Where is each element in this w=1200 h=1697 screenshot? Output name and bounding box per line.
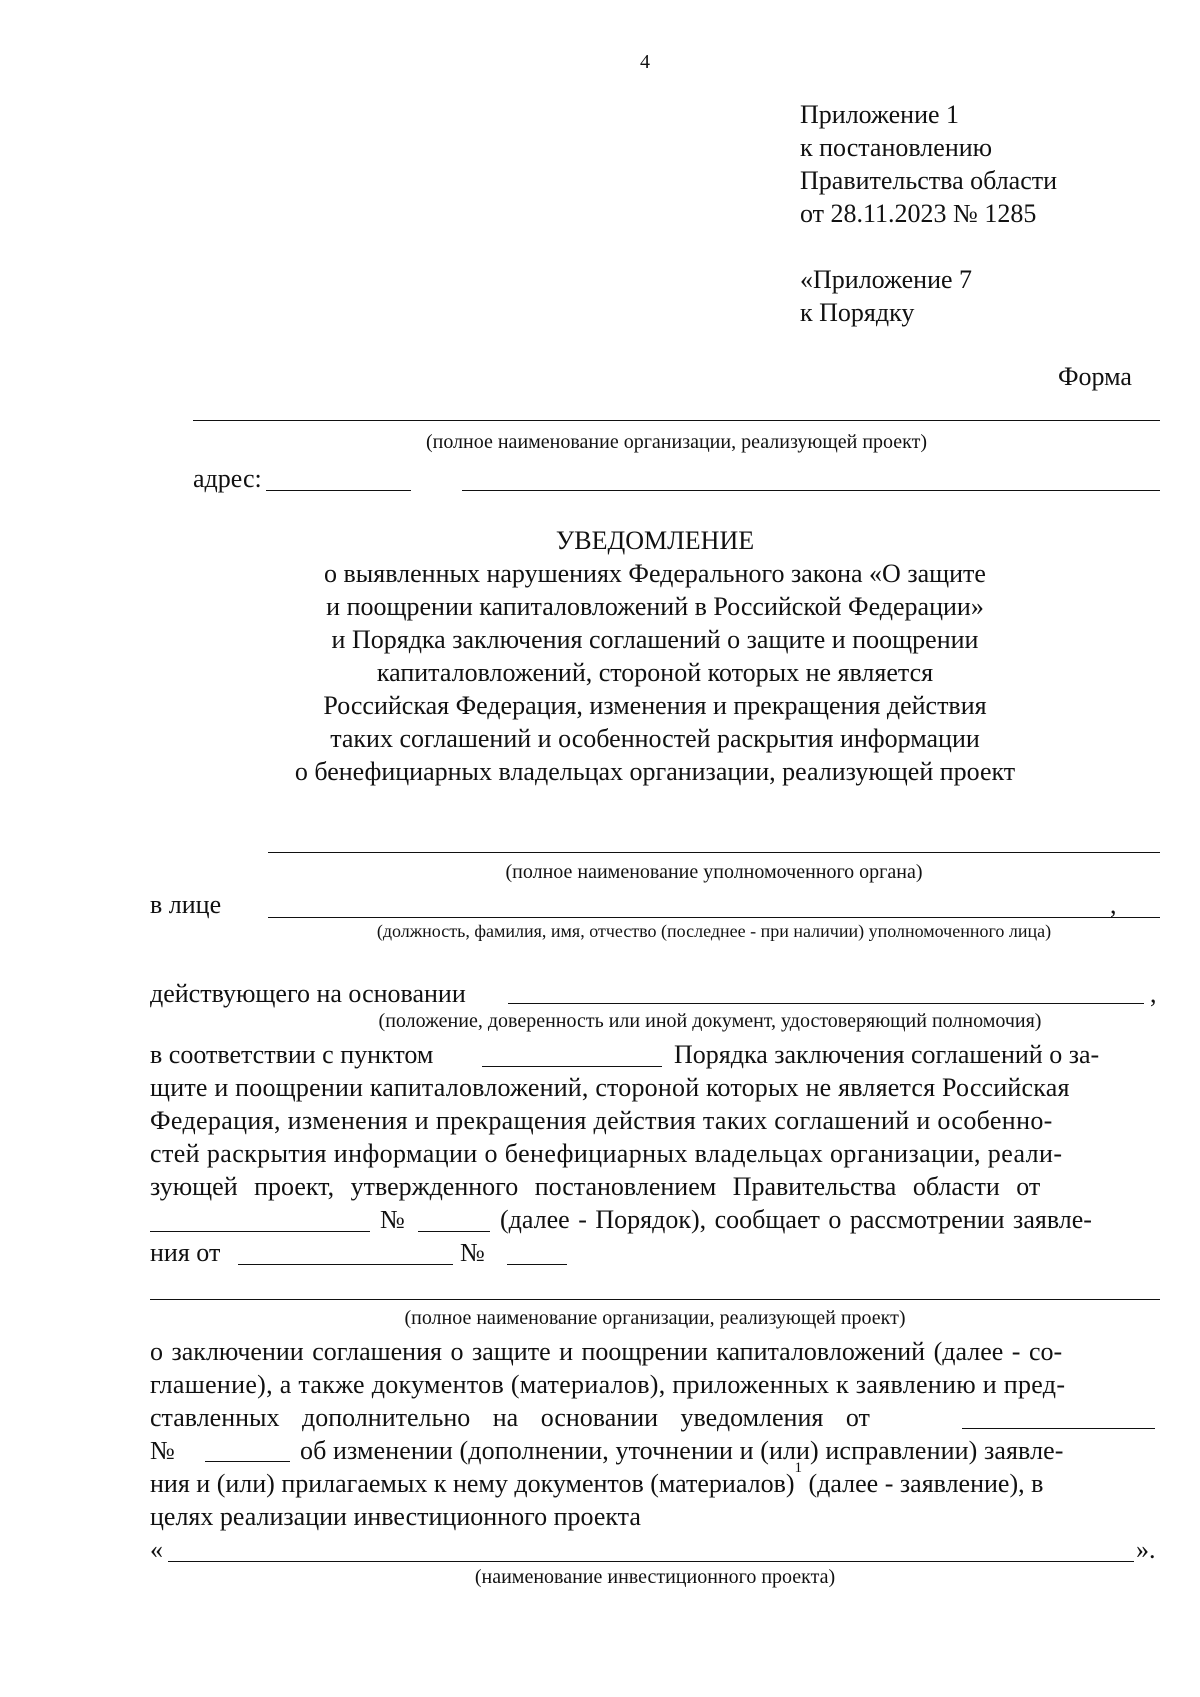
footnote-ref: 1 (794, 1460, 803, 1477)
title-line-6: таких соглашений и особенностей раскрытия информации (330, 724, 980, 753)
appendix-line-1: «Приложение 7 (800, 265, 973, 294)
body2-line4b: об изменении (дополнении, уточнении и (или) исправлении) заявле- (300, 1436, 1064, 1465)
project-name-caption: (наименование инвестиционного проекта) (474, 1566, 836, 1588)
body2-line3: ставленных дополнительно на основании уведомления от (150, 1403, 870, 1432)
decree-number-field[interactable] (418, 1231, 490, 1232)
notice-date-field[interactable] (962, 1428, 1155, 1429)
org-name-caption: (полное наименование организации, реализующей проект) (425, 431, 928, 453)
person-comma: , (1110, 890, 1117, 919)
notice-number-field[interactable] (205, 1461, 290, 1462)
title-line-7: о бенефициарных владельцах организации, реализующей проект (294, 757, 1016, 786)
body1-line6a: № (380, 1205, 405, 1234)
attachment-line-1: Приложение 1 (800, 100, 960, 129)
body1-line7a: ния от (150, 1238, 221, 1267)
body2-line5 (150, 1460, 1044, 1500)
application-date-field[interactable] (238, 1264, 453, 1265)
project-name-line[interactable] (168, 1561, 1134, 1562)
decree-date-field[interactable] (150, 1231, 370, 1232)
body1-line4: стей раскрытия информации о бенефициарных владельцах организации, реали- (150, 1139, 1063, 1168)
person-caption: (должность, фамилия, имя, отчество (последнее - при наличии) уполномоченного лица) (376, 921, 1052, 941)
title-line-5: Российская Федерация, изменения и прекращения действия (323, 691, 987, 720)
body2-line1: о заключении соглашения о защите и поощрении капиталовложений (далее - со- (150, 1337, 1063, 1366)
close-quote: ». (1136, 1535, 1156, 1564)
basis-caption: (положение, доверенность или иной документ, удостоверяющий полномочия) (378, 1010, 1042, 1032)
title-line-3: и Порядка заключения соглашений о защите и поощрении (331, 625, 979, 654)
clause-number-field[interactable] (482, 1066, 662, 1067)
acting-basis-label: действующего на основании (150, 979, 466, 1008)
application-number-field[interactable] (507, 1264, 567, 1265)
basis-line[interactable] (508, 1003, 1144, 1004)
document-title (150, 524, 1160, 788)
attachment-line-3: Правительства области (800, 166, 1058, 195)
body1-line2 (150, 1071, 1160, 1104)
in-person-label: в лице (150, 890, 222, 919)
attachment-line-4: от 28.11.2023 № 1285 (800, 199, 1037, 228)
body1-line7b: № (460, 1238, 485, 1267)
body1-line3: Федерация, изменения и прекращения действия таких соглашений и особенно- (150, 1106, 1053, 1135)
title-heading: УВЕДОМЛЕНИЕ (555, 526, 755, 555)
person-line[interactable] (268, 917, 1160, 918)
address-field-2[interactable] (462, 490, 1160, 491)
body2-line5a: ния и (или) прилагаемых к нему документов (материалов) (150, 1469, 795, 1498)
org-name-caption-2: (полное наименование организации, реализующей проект) (404, 1307, 906, 1329)
address-label: адрес: (193, 464, 262, 493)
attachment-line-2: к постановлению (800, 133, 993, 162)
body1-line1a: в соответствии с пунктом (150, 1040, 434, 1069)
form-label: Форма (1058, 362, 1132, 391)
attachment-block (800, 98, 1057, 230)
title-line-2: и поощрении капиталовложений в Российской Федерации» (326, 592, 984, 621)
body2-line6: целях реализации инвестиционного проекта (150, 1502, 641, 1531)
title-line-4: капиталовложений, стороной которых не является (376, 658, 934, 687)
address-field-1[interactable] (266, 490, 411, 491)
body1-line5: зующей проект, утвержденного постановлением Правительства области от (150, 1172, 1041, 1201)
appendix-line-2: к Порядку (800, 298, 915, 327)
basis-comma: , (1150, 979, 1157, 1008)
body1-line1b: Порядка заключения соглашений о за- (674, 1040, 1100, 1069)
appendix-block (800, 263, 972, 329)
body2-line5b: (далее - заявление), в (802, 1469, 1044, 1498)
body2-line2: глашение), а также документов (материалов), приложенных к заявлению и пред- (150, 1370, 1066, 1399)
authority-name-line[interactable] (268, 852, 1160, 853)
authority-name-caption: (полное наименование уполномоченного органа) (505, 861, 923, 883)
open-quote: « (150, 1535, 163, 1564)
body2-line4a: № (150, 1436, 175, 1465)
body1-line6b: (далее - Порядок), сообщает о рассмотрении заявле- (500, 1205, 1092, 1234)
org-name-line[interactable] (193, 420, 1160, 421)
body1-line2-text: щите и поощрении капиталовложений, стороной которых не является Российская (150, 1073, 1070, 1102)
page-number: 4 (640, 51, 650, 73)
org-name-line-2[interactable] (150, 1299, 1160, 1300)
title-line-1: о выявленных нарушениях Федерального закона «О защите (324, 559, 986, 588)
